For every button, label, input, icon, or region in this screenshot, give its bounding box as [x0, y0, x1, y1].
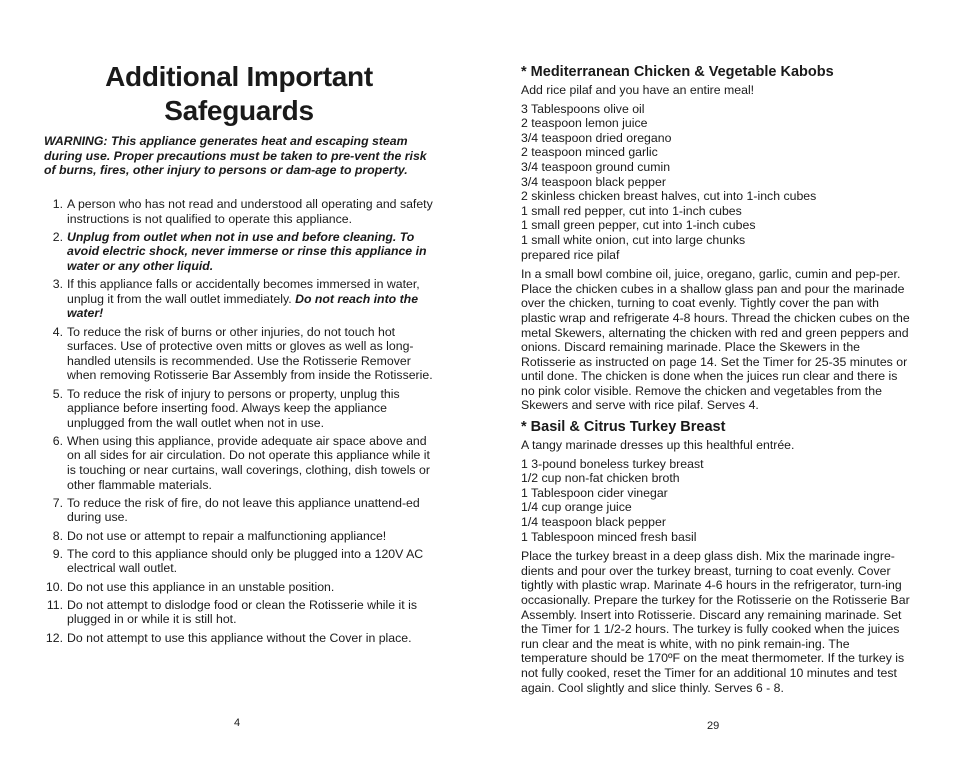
- item-text: To reduce the risk of fire, do not leave this appliance unattend-ed during use.: [67, 495, 420, 525]
- right-page: [477, 0, 954, 781]
- recipe-kabobs: [521, 64, 913, 413]
- list-item: [44, 325, 436, 383]
- ingredient-item: 2 teaspoon lemon juice: [521, 116, 648, 131]
- ingredient-item: 1/4 teaspoon black pepper: [521, 514, 666, 529]
- recipe-turkey: [521, 419, 913, 695]
- ingredient-item: 2 teaspoon minced garlic: [521, 145, 658, 160]
- item-number: 4.: [52, 324, 63, 339]
- item-number: 6.: [52, 433, 63, 448]
- item-text: Do not use or attempt to repair a malfunctioning appliance!: [67, 528, 387, 543]
- item-number: 12.: [45, 630, 63, 645]
- list-item: [44, 547, 436, 576]
- ingredient-item: 2 skinless chicken breast halves, cut into 1-inch cubes: [521, 189, 817, 204]
- list-item: [44, 529, 436, 544]
- list-item: [44, 496, 436, 525]
- list-item: [44, 277, 436, 321]
- ingredients-list: [521, 102, 913, 263]
- item-text: To reduce the risk of burns or other injuries, do not touch hot surfaces. Use of protective oven mitts or gloves as well as long-handled utensils is recommended. Use the Rotisserie Remover when removing Rotisserie Bar Assembly from inside the Rotisserie.: [67, 324, 433, 383]
- item-number: 2.: [52, 229, 63, 244]
- list-item: [44, 434, 436, 492]
- ingredient-item: 1 small green pepper, cut into 1-inch cubes: [521, 218, 756, 233]
- ingredient-item: 1 small white onion, cut into large chunks: [521, 232, 746, 247]
- recipe-title: * Basil & Citrus Turkey Breast: [521, 419, 726, 435]
- item-text: Do not attempt to dislodge food or clean the Rotisserie while it is plugged in or while it is still hot.: [67, 597, 417, 627]
- list-item: [44, 230, 436, 274]
- recipe-subtitle: A tangy marinade dresses up this healthful entrée.: [521, 438, 795, 452]
- recipe-subtitle: Add rice pilaf and you have an entire meal!: [521, 83, 755, 97]
- ingredient-item: 1/4 cup orange juice: [521, 500, 632, 515]
- list-item: [44, 197, 436, 226]
- page-number-left: 4: [234, 717, 241, 729]
- ingredient-item: 3/4 teaspoon black pepper: [521, 174, 666, 189]
- item-number: 1.: [52, 197, 63, 211]
- item-text: Do not attempt to use this appliance without the Cover in place.: [67, 630, 412, 645]
- item-text: When using this appliance, provide adequate air space above and on all sides for air circulation. Do not operate this appliance while it is touching or near curtains, wall coverings, clothing, dish towels or other flammable materials.: [67, 433, 430, 492]
- ingredients-list: [521, 457, 913, 545]
- item-number: 9.: [52, 546, 63, 561]
- item-text: Do not use this appliance in an unstable position.: [67, 579, 335, 594]
- item-text: The cord to this appliance should only be plugged into a 120V AC electrical wall outlet.: [67, 546, 424, 576]
- ingredient-item: 1/2 cup non-fat chicken broth: [521, 471, 680, 486]
- page-number-right: 29: [707, 720, 720, 732]
- recipe-directions: Place the turkey breast in a deep glass dish. Mix the marinade ingre-dients and pour over the turkey breast, turning to coat evenly. Cover tightly with plastic wrap. Marinate 4-6 hours in the refrigerator, turn-ing occasionally. Prepare the turkey for the Rotisserie on the Rotisserie Bar Assembly. Insert into Rotisserie. Discard any remaining marinade. Set the Timer for 1 1/2-2 hours. The turkey is fully cooked when the juices run clear and the meat is white, with no pink remain-ing. The temperature should be 170ºF on the meat thermometer. If the turkey is not fully cooked, reset the Timer for an additional 10 minutes and test again. Cool slightly and slice thinly. Serves 6 - 8.: [521, 549, 910, 695]
- list-item: [44, 598, 436, 627]
- list-item: [44, 631, 436, 646]
- recipe-directions: In a small bowl combine oil, juice, oregano, garlic, cumin and pep-per. Place the chicken cubes in a shallow glass pan and pour the marinade over the chicken, turning to coat evenly. Tightly cover the pan with plastic wrap and refrigerate 4-8 hours. Thread the chicken cubes on the metal Skewers, alternating the chicken with red and green peppers and onions. Discard remaining marinade. Place the Skewers in the Rotisserie as instructed on page 14. Set the Timer for 25-35 minutes or until done. The chicken is done when the juices run clear and there is no pink color visible. Remove the chicken and vegetables from the Skewers and serve with rice pilaf. Serves 4.: [521, 267, 910, 413]
- item-text: Unplug from outlet when not in use and before cleaning. To avoid electric shock, never immerse or rinse this appliance in water or any other liquid.: [67, 229, 427, 273]
- item-number: 5.: [52, 386, 63, 401]
- item-number: 3.: [52, 277, 63, 292]
- ingredient-item: 1 Tablespoon minced fresh basil: [521, 529, 697, 544]
- item-number: 7.: [52, 495, 63, 510]
- ingredient-item: 1 small red pepper, cut into 1-inch cubes: [521, 203, 742, 218]
- ingredient-item: 3/4 teaspoon ground cumin: [521, 159, 671, 174]
- item-number: 11.: [46, 597, 63, 612]
- ingredient-item: 1 Tablespoon cider vinegar: [521, 485, 668, 500]
- ingredient-item: 3 Tablespoons olive oil: [521, 101, 645, 116]
- item-number: 10.: [45, 579, 63, 594]
- page-title: Additional Important Safeguards: [105, 61, 373, 126]
- item-number: 8.: [52, 528, 63, 543]
- ingredient-item: 1 3-pound boneless turkey breast: [521, 456, 704, 471]
- item-text: A person who has not read and understood all operating and safety instructions is not qualified to operate this appliance.: [67, 197, 433, 226]
- item-text: To reduce the risk of injury to persons or property, unplug this appliance before inserting food. Always keep the appliance unplugged from the wall outlet when not in use.: [67, 386, 400, 430]
- recipe-title: * Mediterranean Chicken & Vegetable Kabobs: [521, 64, 834, 80]
- ingredient-item: prepared rice pilaf: [521, 247, 620, 262]
- ingredient-item: 3/4 teaspoon dried oregano: [521, 130, 672, 145]
- safeguards-list: [44, 197, 436, 649]
- list-item: [44, 387, 436, 431]
- warning-text: WARNING: This appliance generates heat and escaping steam during use. Proper precautions must be taken to pre-vent the risk of burns, fires, other injury to persons or dam-age to property.: [44, 134, 427, 178]
- list-item: [44, 580, 436, 595]
- item-text: If this appliance falls or accidentally becomes immersed in water, unplug it from the wall outlet immediately. Do not reach into the water!: [67, 277, 420, 321]
